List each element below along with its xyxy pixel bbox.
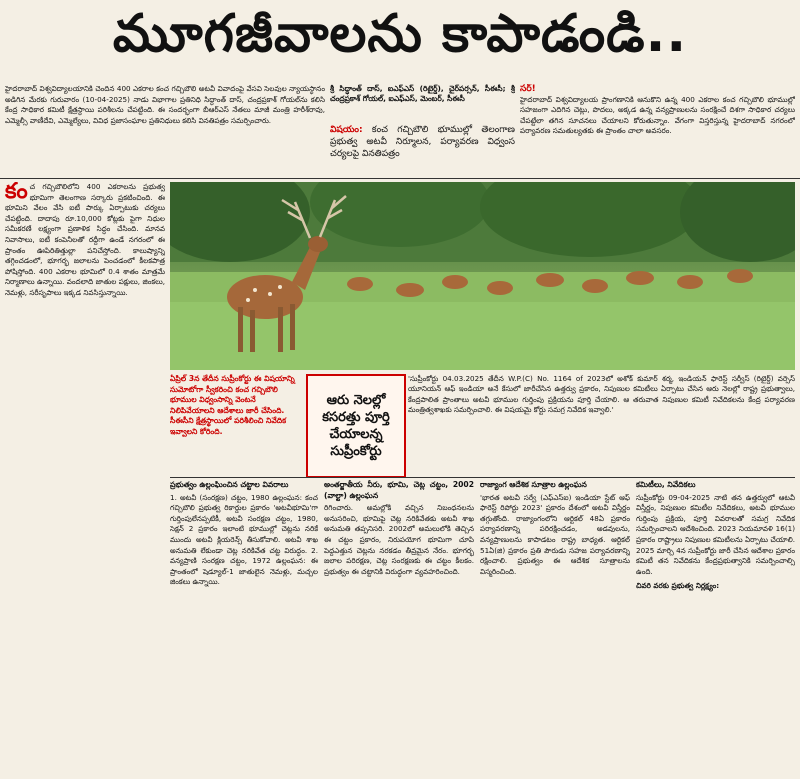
column-a <box>5 182 165 772</box>
salutation-text: హైదరాబాద్ విశ్వవిద్యాలయ ప్రాంగణానికి ఆనుకొని ఉన్న 400 ఎకరాల కంచ గచ్చిబౌలి భూముల్లో సహజంగా ఎదిగిన చెట్లు, పొదలు, అక్కడ ఉన్న వన్యప్రాణులను సంరక్షించే దిశగా సాధికార చర్యలు చేపట్టేలా తగిన సూచనలు చేయాలని కోరుతున్నాం. వేగంగా విస్తరిస్తున్న హైదరాబాద్ నగరంలో పర్యావరణ సమతుల్యతకు ఈ ప్రాంతం చాలా అవసరం. <box>520 94 795 136</box>
column-a-text: చ గచ్చిబౌలిలోని 400 ఎకరాలను ప్రభుత్వ భూమిగా తెలంగాణ సర్కారు ప్రకటించింది. ఈ భూమిని వేలం వేసి ఐటీ పార్కు ఏర్పాటుకు చర్యలు చేపట్టింది. దాదాపు రూ.10,000 కోట్లకు పైగా నిధుల సమీకరణే లక్ష్యంగా ప్రణాళిక సిద్ధం చేసింది. మానవ నివాసాలు, ఐటీ కంపెనీలతో రద్దీగా ఉండే నగరంలో ఈ ప్రాంతం ఊపిరితిత్తుల్లా పనిచేస్తోంది. కాలుష్యాన్ని తగ్గించడంలో, భూగర్భ జలాలను పెంచడంలో కీలకపాత్ర పోషిస్తోంది. 400 ఎకరాల భూమిలో 0.4 శాతం మాత్రమే నిర్మాణాలు ఉన్నాయి. వందలాది జాతుల పక్షులు, జింకలు, నెమళ్లు, సరీసృపాలు ఇక్కడ నివసిస్తున్నాయి. <box>5 182 165 297</box>
column-d <box>480 480 630 772</box>
mid-divider <box>170 477 795 478</box>
column-b-heading: ప్రభుత్వం ఉల్లంఘించిన చట్టాల వివరాలు <box>170 480 289 489</box>
photo-caption: ఏప్రిల్ 3న తేదీన సుప్రీంకోర్టు ఈ విషయాన్ని సుమోటోగా స్వీకరించి కంచ గచ్చిబౌలి భూముల విధ్వంసాన్ని వెంటనే నిలిపివేయాలని ఆదేశాలు జారీ చేసింది. సీఈసీని క్షేత్రస్థాయిలో పరిశీలించి నివేదిక ఇవ్వాలని కోరింది. <box>170 374 295 436</box>
column-b-text: 1. అటవీ (సంరక్షణ) చట్టం, 1980 ఉల్లంఘన: కంచ గచ్చిబౌలి ప్రభుత్వ రికార్డుల ప్రకారం 'అటవీభూమి'గా గుర్తింపులేనప్పటికీ, అటవీ సంరక్షణ చట్టం, 1980, సెక్షన్ 2 ప్రకారం ఇలాంటి భూముల్లో చెట్లను నరికే ముందు అటవీ క్లియరెన్స్ తీసుకోవాలి. అటవీ శాఖ అనుమతి లేకుండా చెట్ల నరికివేత చట్ట విరుద్ధం. 2. వన్యప్రాణి సంరక్షణ చట్టం, 1972 ఉల్లంఘన: ఈ ప్రాంతంలో షెడ్యూల్-1 జాతులైన నెమళ్లు, మచ్చల జింకలు ఉన్నాయి. <box>170 492 318 587</box>
subject-block <box>330 124 515 174</box>
pull-quote: ఆరు నెలల్లో కసరత్తు పూర్తి చేయాలన్న సుప్రీంకోర్టు <box>322 393 390 459</box>
column-c-text: రిగించారు. అమల్లోకి వచ్చిన నిబంధనలను అనుసరించి, భూమిపై చెట్ల నరికివేతకు అటవీ శాఖ అనుమతి తప్పనిసరి. 2002లో అమలులోకి తెచ్చిన ఈ చట్టం ప్రకారం, నిరుపయోగ భూమిగా చూపి పెద్దఎత్తున చెట్లను నరకడం తీవ్రమైన నేరం. భూగర్భ జలాల పరిరక్షణ, చెట్ల సంరక్షణకు ఈ చట్టం కీలకం. ప్రభుత్వం ఈ చట్టానికి విరుద్ధంగా వ్యవహరించింది. <box>324 503 474 576</box>
subject-label: విషయం: <box>330 125 363 135</box>
column-c-heading: అంతర్జాతీయ నీరు, భూమి, చెట్ల చట్టం, 2002 (వాల్టా) ఉల్లంఘన <box>324 480 474 500</box>
column-e-footer: చివరి వరకు ప్రభుత్వ నిర్లక్ష్యం: <box>636 581 720 591</box>
salutation: సర్! <box>520 84 536 94</box>
column-e-text: సుప్రీంకోర్టు 09-04-2025 నాటి తన ఉత్తర్వులో ఆటవీ విస్తీర్ణం, నిపుణుల కమిటీల నివేదికలు, అటవీ భూముల గుర్తింపు ప్రక్రియ, పూర్తి వివరాలతో సమగ్ర నివేదిక సమర్పించాలని ఆదేశించింది. 2023 నియమావళి 16(1) ప్రకారం రాష్ట్రాలు నిపుణుల కమిటీలను ఏర్పాటు చేయాలి. 2025 మార్చి 4న సుప్రీంకోర్టు జారీ చేసిన ఆదేశాల ప్రకారం కమిటీ తన నివేదికను కేంద్రప్రభుత్వానికి సమర్పించాల్సి ఉంది. <box>636 492 795 576</box>
column-d-text: 'భారత అటవీ సర్వే (ఎఫ్ఎస్ఐ) ఇండియా స్టేట్ ఆఫ్ ఫారెస్ట్ రిపోర్టు 2023' ప్రకారం దేశంలో అటవీ విస్తీర్ణం తగ్గుతోంది. రాజ్యాంగంలోని ఆర్టికల్ 48ఏ ప్రకారం పర్యావరణాన్ని పరిరక్షించడం, అడవులను, వన్యప్రాణులను కాపాడటం రాష్ట్ర బాధ్యత. ఆర్టికల్ 51ఏ(జి) ప్రకారం ప్రతి పౌరుడు సహజ పర్యావరణాన్ని రక్షించాలి. ప్రభుత్వం ఈ ఆదేశిక సూత్రాలను విస్మరించింది. <box>480 492 630 576</box>
addressee-byline: శ్రీ సిద్ధాంత్ దాస్, ఐఎఫ్ఎస్ (రిటైర్డ్), చైర్‌పర్సన్, సీఈసీ; శ్రీ చంద్రప్రకాశ్ గోయల్, ఐఎఫ్ఎస్, మెంబర్, సీఈసీ <box>330 84 515 103</box>
column-e-heading: కమిటీలు, నివేదికలు <box>636 480 696 489</box>
drop-cap: కం <box>5 182 28 204</box>
pull-quote-box <box>306 374 406 478</box>
intro-paragraph: హైదరాబాద్ విశ్వవిద్యాలయానికి చెందిన 400 ఎకరాల కంచ గచ్చిబౌలి అటవీ వివాదంపై వేసవి సెలవుల న్యాయస్థానం అడిగిన మేరకు గురువారం (10-04-2025) నాడు విభాగాల ప్రతినిధి సిద్ధాంత్ దాస్, చంద్రప్రకాశ్ గోయల్‌ను కలిసి కేంద్ర సాధికార కమిటీ క్షేత్రస్థాయి పరిశీలను చేపట్టింది. ఈ సందర్భంగా బీఆర్ఎస్ నేతలు మాజీ మంత్రి హరీశ్‌రావు, ఎమ్మెల్సీ వాణీదేవి, ఎమ్మెల్యేలు, వివిధ ప్రజాసంఘాల ప్రతినిధులు కలిసి వినతిపత్రం సమర్పించారు. <box>5 84 325 125</box>
deer-photo-illustration <box>170 182 795 370</box>
subject-text: కంచ గచ్చిబౌలి భూముల్లో తెలంగాణ ప్రభుత్వ అటవీ నిర్మూలన, పర్యావరణ విధ్వంస చర్యలపై వినతిపత్రం <box>330 125 515 159</box>
header-divider <box>0 178 800 179</box>
court-quote: 'సుప్రీంకోర్టు 04.03.2025 తేదీన W.P.(C) No. 1164 of 2023లో అశోక్ కుమార్ శర్మ, ఇండియన్ ఫారెస్ట్ సర్వీస్ (రిటైర్డ్) వర్సెస్ యూనియన్ ఆఫ్ ఇండియా అనే కేసులో జారీచేసిన ఉత్తర్వు ప్రకారం, నిపుణుల కమిటీలు ఏర్పాటు చేసిన ఆరు నెలల్లో రాష్ట్ర ప్రభుత్వాలు, కేంద్రపాలిత ప్రాంతాలు అటవీ భూముల గుర్తింపు ప్రక్రియను పూర్తి చేయాలి. ఆ తరువాత నిపుణుల కమిటీ నివేదికలను కేంద్ర పర్యావరణ మంత్రిత్వశాఖకు సమర్పించాలి. ఈ విషయమై కోర్టు సమగ్ర నివేదిక ఇవ్వాలి.' <box>408 374 795 415</box>
salutation-block <box>520 84 795 174</box>
column-e <box>636 480 795 772</box>
column-d-heading: రాజ్యాంగ ఆదేశిక సూత్రాల ఉల్లంఘన <box>480 480 587 489</box>
column-b <box>170 480 318 772</box>
deer-photo <box>170 182 795 370</box>
column-c <box>324 480 474 772</box>
headline: మూగజీవాలను కాపాడండి.. <box>112 3 688 64</box>
